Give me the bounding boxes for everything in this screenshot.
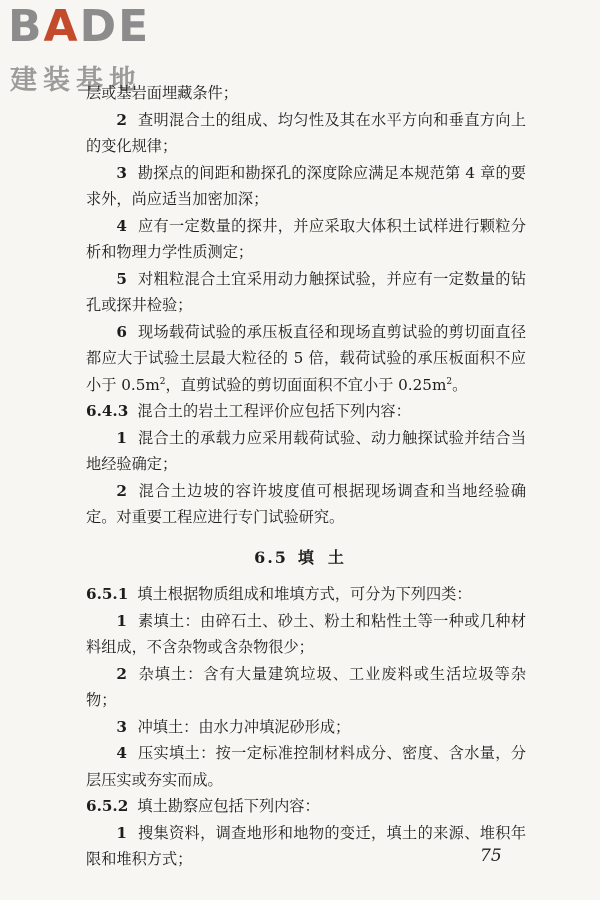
page-content — [86, 80, 526, 873]
list-item: 1 搜集资料，调查地形和地物的变迁，填土的来源、堆积年限和堆积方式； — [86, 823, 526, 868]
logo-subtitle: 建装基地 — [10, 65, 142, 96]
list-item: 4 应有一定数量的探井，并应采取大体积土试样进行颗粒分析和物理力学性质测定； — [86, 216, 526, 261]
logo-wordmark: BADE — [8, 1, 151, 52]
list-item: 6 现场载荷试验的承压板直径和现场直剪试验的剪切面直径都应大于试验土层最大粒径的 5 倍，载荷试验的承压板面积不应小于 $0.5m^2$，直剪试验的剪切面面积不宜小于 $0.25m^2$。 — [86, 322, 526, 394]
list-item: 5 对粗粒混合土宜采用动力触探试验，并应有一定数量的钻孔或探井检验； — [86, 269, 526, 314]
list-item: 3 冲填土：由水力冲填泥砂形成； — [116, 717, 351, 736]
page-number: 75 — [480, 846, 502, 866]
list-item: 2 查明混合土的组成、均匀性及其在水平方向和垂直方向上的变化规律； — [86, 110, 526, 155]
list-item: 3 勘探点的间距和勘探孔的深度除应满足本规范第 4 章的要求外，尚应适当加密加深； — [86, 163, 526, 208]
list-item: 4 压实填土：按一定标准控制材料成分、密度、含水量，分层压实或夯实而成。 — [86, 744, 526, 789]
clause-6-4-3: 6.4.3 混合土的岩土工程评价应包括下列内容： — [86, 402, 411, 420]
section-heading: 6.5 填土 — [254, 547, 358, 567]
list-item: 1 素填土：由碎石土、砂土、粉土和粘性土等一种或几种材料组成，不含杂物或含杂物很少； — [86, 611, 526, 656]
list-item: 2 混合土边坡的容许坡度值可根据现场调查和当地经验确定。对重要工程应进行专门试验研究。 — [86, 481, 526, 526]
list-item: 1 混合土的承载力应采用载荷试验、动力触探试验并结合当地经验确定； — [86, 428, 526, 473]
clause-6-5-2: 6.5.2 填土勘察应包括下列内容： — [86, 797, 320, 815]
list-item: 2 杂填土：含有大量建筑垃圾、工业废料或生活垃圾等杂物； — [86, 664, 526, 709]
partial-line: 层或基岩面埋藏条件； — [86, 84, 238, 102]
clause-6-5-1: 6.5.1 填土根据物质组成和堆填方式，可分为下列四类： — [86, 585, 472, 603]
